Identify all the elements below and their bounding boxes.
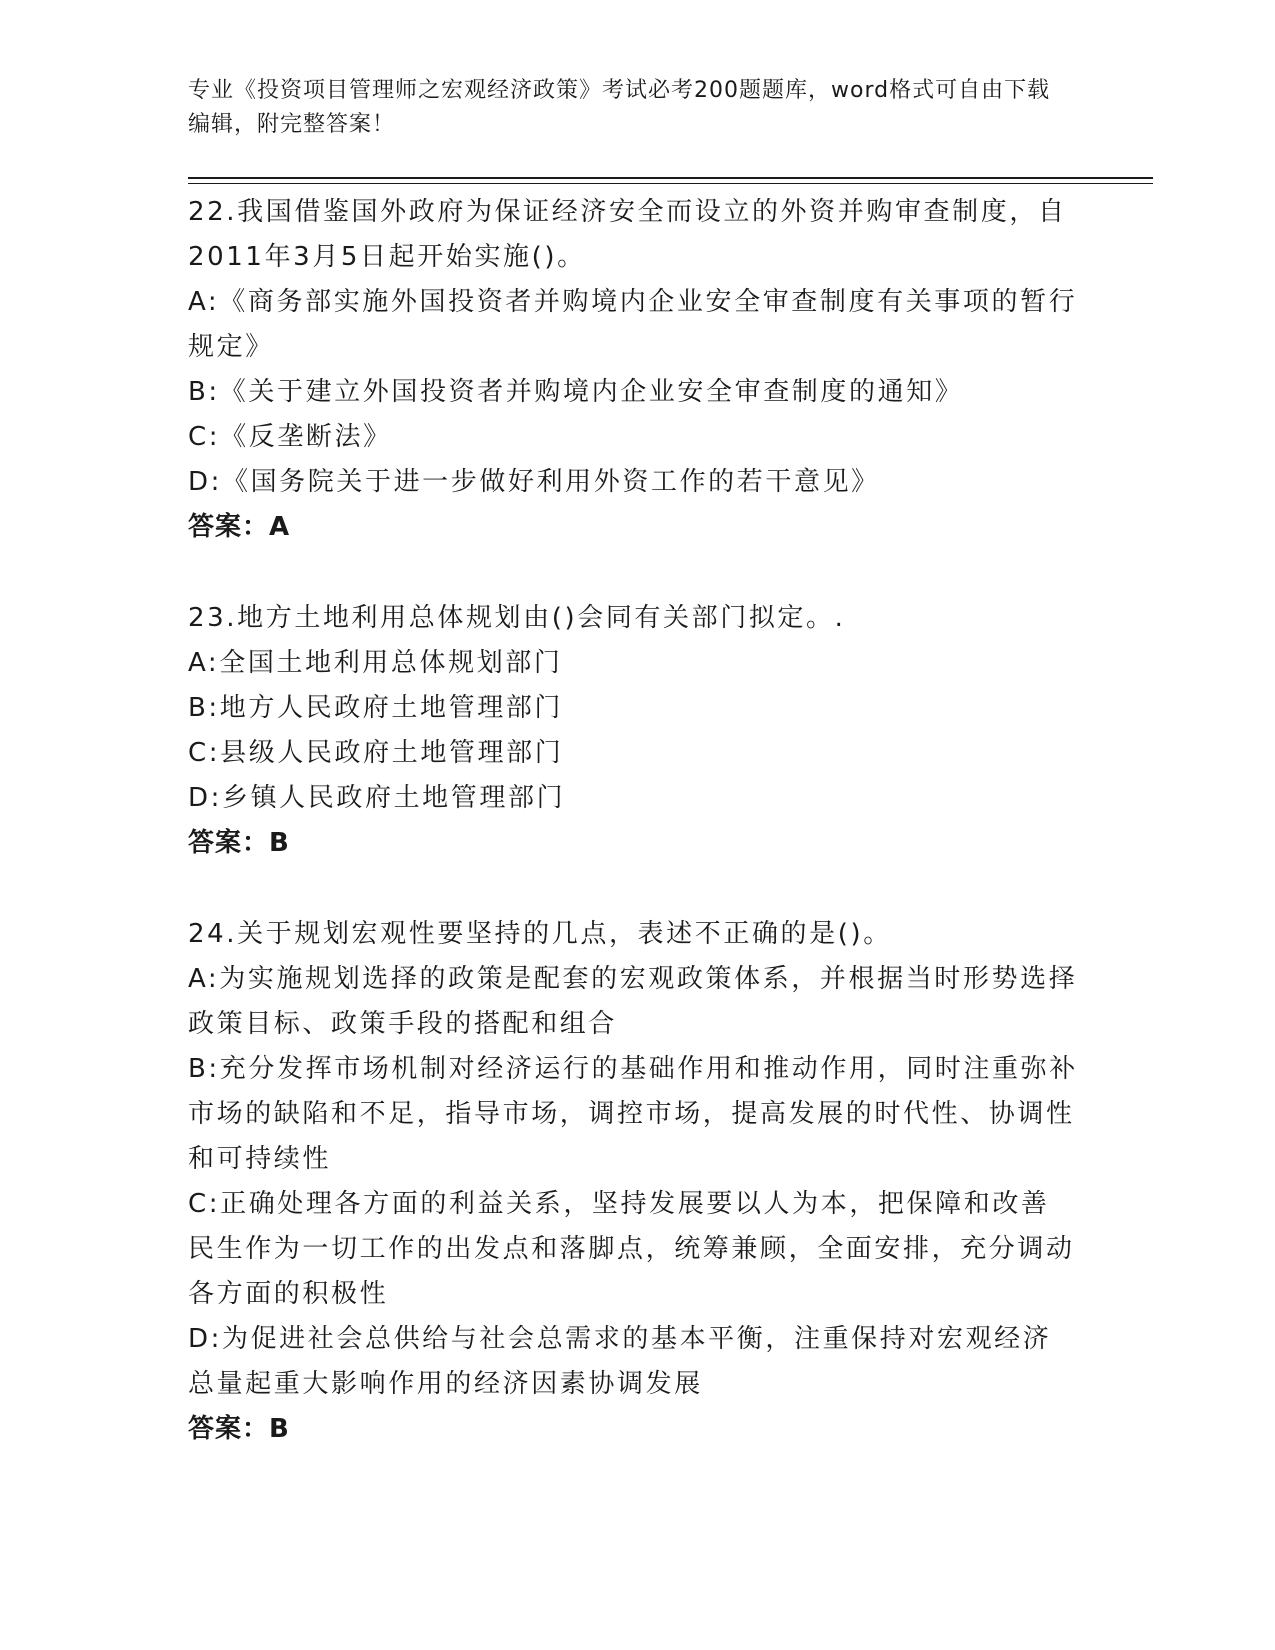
question-24 [188,912,1078,1452]
option-c: C:《反垄断法》 [188,422,392,452]
option-b: B:《关于建立外国投资者并购境内企业安全审查制度的通知》 [188,377,964,407]
option-c: C:县级人民政府土地管理部门 [188,738,564,768]
option-d: D:为促进社会总供给与社会总需求的基本平衡，注重保持对宏观经济总量起重大影响作用的经济因素协调发展 [188,1324,1052,1399]
question-stem: 24.关于规划宏观性要坚持的几点，表述不正确的是()。 [188,919,892,949]
answer-label: 答案：B [188,828,290,858]
document-intro: 专业《投资项目管理师之宏观经济政策》考试必考200题题库，word格式可自由下载编辑，附完整答案！ [188,78,1051,137]
question-stem: 22.我国借鉴国外政府为保证经济安全而设立的外资并购审查制度，自2011年3月5日起开始实施()。 [188,197,1067,272]
header-rule-thick [188,177,1153,179]
question-stem: 23.地方土地利用总体规划由()会同有关部门拟定。. [188,603,846,633]
option-a: A:为实施规划选择的政策是配套的宏观政策体系，并根据当时形势选择政策目标、政策手段的搭配和组合 [188,964,1078,1039]
answer-label: 答案：B [188,1414,290,1444]
option-b: B:地方人民政府土地管理部门 [188,693,563,723]
header-rule-thin [188,183,1153,184]
option-c: C:正确处理各方面的利益关系，坚持发展要以人为本，把保障和改善民生作为一切工作的出发点和落脚点，统筹兼顾，全面安排，充分调动各方面的积极性 [188,1189,1075,1309]
option-a: A:全国土地利用总体规划部门 [188,648,563,678]
question-list [188,190,1078,1498]
question-22 [188,190,1078,550]
option-a: A:《商务部实施外国投资者并购境内企业安全审查制度有关事项的暂行规定》 [188,287,1078,362]
answer-label: 答案：A [188,512,291,542]
option-d: D:《国务院关于进一步做好利用外资工作的若干意见》 [188,467,880,497]
question-23 [188,596,1078,866]
option-d: D:乡镇人民政府土地管理部门 [188,783,566,813]
option-b: B:充分发挥市场机制对经济运行的基础作用和推动作用，同时注重弥补市场的缺陷和不足，指导市场，调控市场，提高发展的时代性、协调性和可持续性 [188,1054,1078,1174]
